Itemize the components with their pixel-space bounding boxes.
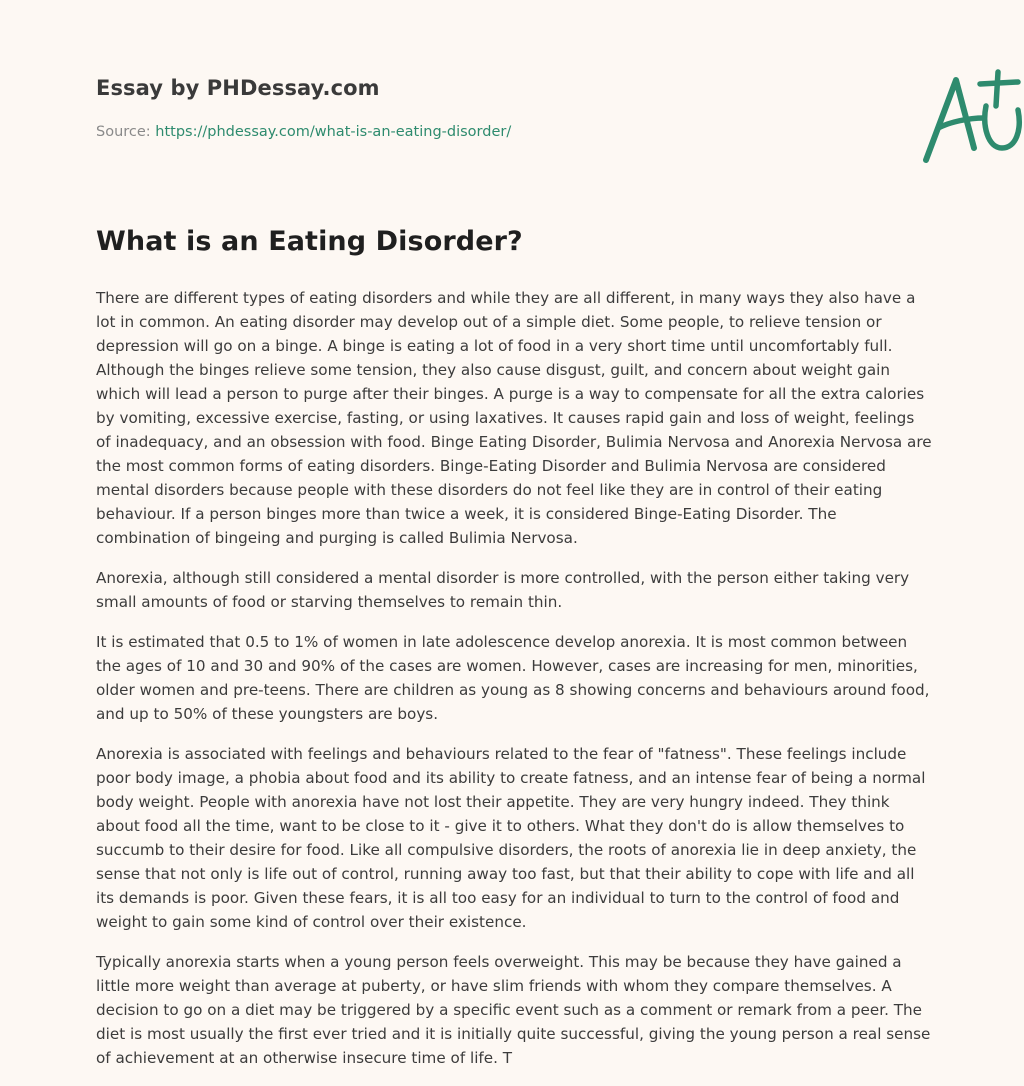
source-line <box>96 124 511 140</box>
a-plus-logo <box>916 66 1024 166</box>
paragraph: Anorexia, although still considered a mental disorder is more controlled, with the person either taking very small amounts of food or starving themselves to remain thin. <box>96 569 910 611</box>
paragraph: There are different types of eating disorders and while they are all different, in many ways they also have a lot in common. An eating disorder may develop out of a simple diet. Some people, to relieve tension or depression will go on a binge. A binge is eating a lot of food in a very short time until uncomfortably full. Although the binges relieve some tension, they also cause disgust, guilt, and concern about weight gain which will lead a person to purge after their binges. A purge is a way to compensate for all the extra calories by vomiting, excessive exercise, fasting, or using laxatives. It causes rapid gain and loss of weight, feelings of inadequacy, and an obsession with food. Binge Eating Disorder, Bulimia Nervosa and Anorexia Nervosa are the most common forms of eating disorders. Binge-Eating Disorder and Bulimia Nervosa are considered mental disorders because people with these disorders do not feel like they are in control of their eating behaviour. If a person binges more than twice a week, it is considered Binge-Eating Disorder. The combination of bingeing and purging is called Bulimia Nervosa. <box>96 289 932 547</box>
paragraph: Anorexia is associated with feelings and behaviours related to the fear of "fatness". These feelings include poor body image, a phobia about food and its ability to create fatness, and an intense fear of being a normal body weight. People with anorexia have not lost their appetite. They are very hungry indeed. They think about food all the time, want to be close to it - give it to others. What they don't do is allow themselves to succumb to their desire for food. Like all compulsive disorders, the roots of anorexia lie in deep anxiety, the sense that not only is life out of control, running away too fast, but that their ability to cope with life and all its demands is poor. Given these fears, it is all too easy for an individual to turn to the control of food and weight to gain some kind of control over their existence. <box>96 745 926 931</box>
site-title: Essay by PHDessay.com <box>96 76 380 100</box>
source-link[interactable]: https://phdessay.com/what-is-an-eating-disorder/ <box>155 124 512 140</box>
paragraph: Typically anorexia starts when a young person feels overweight. This may be because they have gained a little more weight than average at puberty, or have slim friends with whom they compare themselves. A decision to go on a diet may be triggered by a specific event such as a comment or remark from a peer. The diet is most usually the first ever tried and it is initially quite successful, giving the young person a real sense of achievement at an otherwise insecure time of life. T <box>96 953 931 1067</box>
essay-title: What is an Eating Disorder? <box>96 226 523 257</box>
paragraph: It is estimated that 0.5 to 1% of women in late adolescence develop anorexia. It is most common between the ages of 10 and 30 and 90% of the cases are women. However, cases are increasing for men, minorities, older women and pre-teens. There are children as young as 8 showing concerns and behaviours around food, and up to 50% of these youngsters are boys. <box>96 633 930 723</box>
essay-body <box>96 286 932 1086</box>
source-label: Source: <box>96 124 151 140</box>
